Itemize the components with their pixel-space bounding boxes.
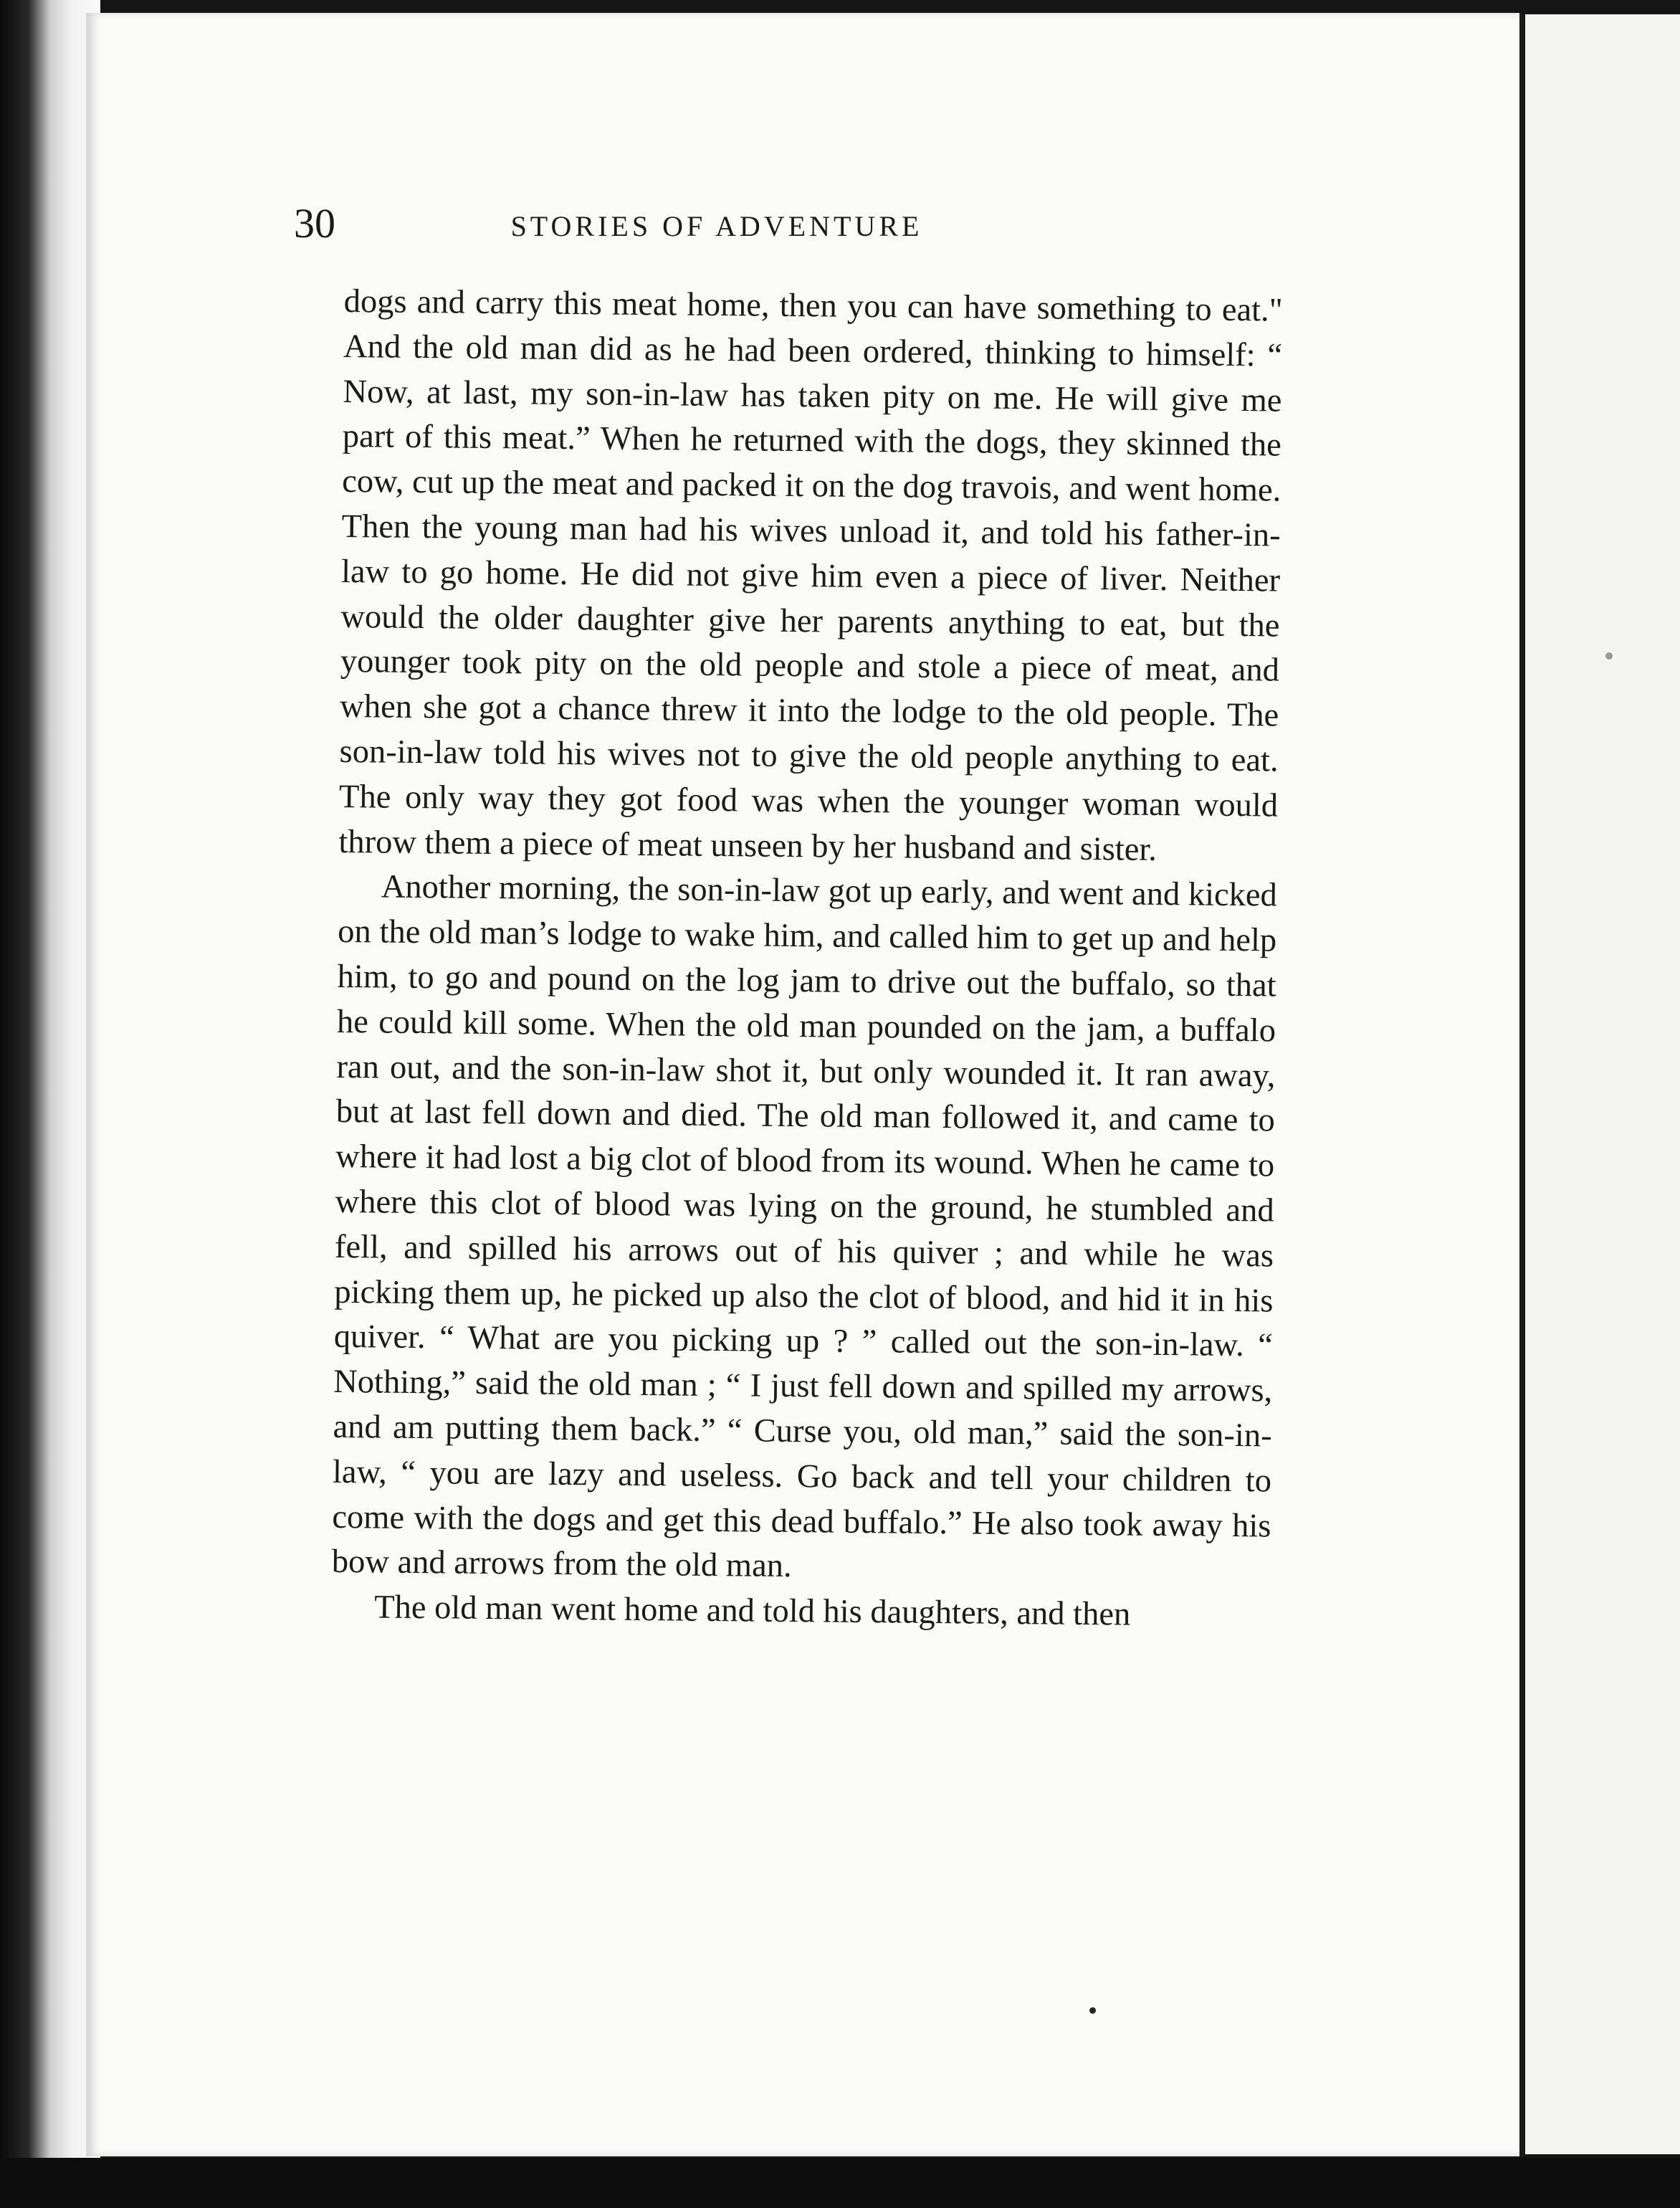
page-speck bbox=[1605, 652, 1613, 660]
running-head: STORIES OF ADVENTURE bbox=[510, 210, 923, 242]
book-spine bbox=[0, 0, 100, 2208]
paragraph-2: Another morning, the son-in-law got up early, and went and kicked on the old man’s lodge to wake him, and called him to get up and help him, to go and pound on the log jam to drive out the buffalo, so that he could kill some. When the old man pounded on the jam, a buffalo ran out, and the son-in-law shot it, but only wounded it. It ran away, but at last fell down and died. The old man followed it, and came to where it had lost a big clot of blood from its wound. When he came to where this clot of blood was lying on the ground, he stumbled and fell, and spilled his arrows out of his quiver ; and while he was picking them up, he picked up also the clot of blood, and hid it in his quiver. “ What are you picking up ? ” called out the son-in-law. “ Nothing,” said the old man ; “ I just fell down and spilled my arrows, and am putting them back.” “ Curse you, old man,” said the son-in-law, “ you are lazy and useless. Go back and tell your children to come with the dogs and get this dead buffalo.” He also took away his bow and arrows from the old man. bbox=[331, 868, 1278, 1585]
paragraph-3: The old man went home and told his daughters, and then bbox=[373, 1589, 1131, 1633]
scan-bottom-border bbox=[0, 2158, 1680, 2208]
ink-speck bbox=[1089, 2007, 1096, 2014]
right-page-edge bbox=[1525, 14, 1680, 2154]
paragraph-1: dogs and carry this meat home, then you can have something to eat." And the old man did as he had been ordered, thinking to himself: “ Now, at last, my son-in-law has taken pity on me. He will give me part of this meat.” When he returned with the dogs, they skinned the cow, cut up the meat and packed it on the dog travois, and went home. Then the young man had his wives unload it, and told his father-in-law to go home. He did not give him even a piece of liver. Neither would the older daughter give her parents anything to eat, but the younger took pity on the old people and stole a piece of meat, and when she got a chance threw it into the lodge to the old people. The son-in-law told his wives not to give the old people anything to eat. The only way they got food was when the younger woman would throw them a piece of meat unseen by her husband and sister. bbox=[338, 282, 1283, 868]
page-header bbox=[294, 194, 1054, 258]
body-text bbox=[331, 280, 1283, 1639]
page-number: 30 bbox=[294, 200, 335, 247]
